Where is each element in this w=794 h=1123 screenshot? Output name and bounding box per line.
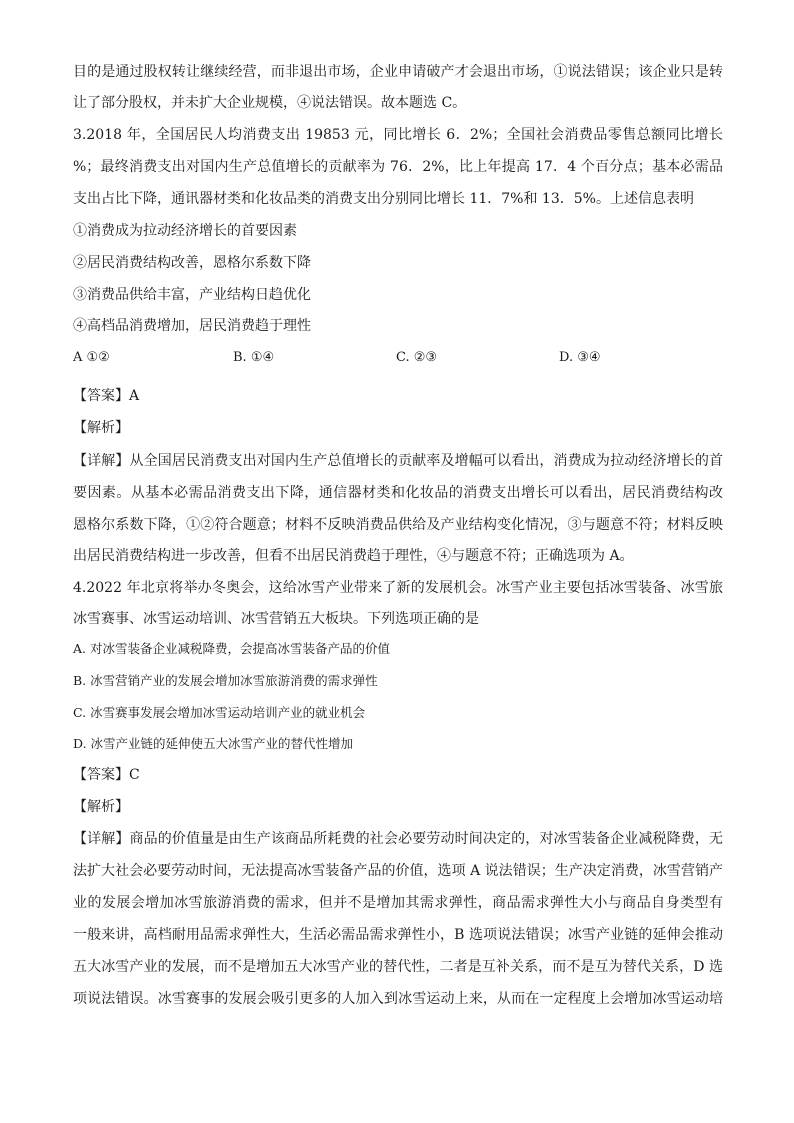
question-3-stem: 支出占比下降，通讯器材类和化妆品类的消费支出分别同比增长 11．7%和 13．5%。上述信息表明 — [73, 191, 694, 207]
explanation-line: 【详解】从全国居民消费支出对国内生产总值增长的贡献率及增幅可以看出，消费成为拉动经济增长的首 — [73, 453, 723, 469]
statement-4: ④高档品消费增加，居民消费趋于理性 — [73, 318, 311, 334]
question-3-stem: %；最终消费支出对国内生产总值增长的贡献率为 76．2%，比上年提高 17．4 个百分点；基本必需品 — [73, 159, 723, 175]
statement-3: ③消费品供给丰富，产业结构日趋优化 — [73, 287, 311, 303]
q4-option-b: B. 冰雪营销产业的发展会增加冰雪旅游消费的需求弹性 — [73, 673, 378, 688]
statement-2: ②居民消费结构改善，恩格尔系数下降 — [73, 255, 311, 271]
explanation-line: 恩格尔系数下降，①②符合题意；材料不反映消费品供给及产业结构变化情况，③与题意不符；材料反映 — [73, 517, 723, 533]
explanation-line: 出居民消费结构进一步改善，但看不出居民消费趋于理性，④与题意不符；正确选项为 A。 — [73, 548, 634, 564]
explanation-line: 法扩大社会必要劳动时间，无法提高冰雪装备产品的价值，选项 A 说法错误；生产决定消费，冰雪营销产 — [73, 863, 723, 879]
analysis-label: 【解析】 — [73, 420, 129, 436]
question-3-stem: 3.2018 年，全国居民人均消费支出 19853 元，同比增长 6．2%；全国社会消费品零售总额同比增长 — [73, 127, 723, 143]
answer-label: 【答案】A — [73, 388, 140, 404]
text-line: 让了部分股权，并未扩大企业规模，④说法错误。故本题选 C。 — [73, 95, 467, 111]
statement-1: ①消费成为拉动经济增长的首要因素 — [73, 223, 297, 239]
explanation-line: 五大冰雪产业的发展，而不是增加五大冰雪产业的替代性，二者是互补关系，而不是互为替代关系，D 选 — [73, 959, 723, 975]
question-4-stem: 4.2022 年北京将举办冬奥会，这给冰雪产业带来了新的发展机会。冰雪产业主要包括冰雪装备、冰雪旅 — [73, 580, 723, 596]
q4-option-d: D. 冰雪产业链的延伸使五大冰雪产业的替代性增加 — [73, 736, 354, 751]
text-line: 目的是通过股权转让继续经营，而非退出市场，企业申请破产才会退出市场，①说法错误；该企业只是转 — [73, 64, 723, 80]
q4-option-c: C. 冰雪赛事发展会增加冰雪运动培训产业的就业机会 — [73, 705, 366, 720]
explanation-line: 【详解】商品的价值量是由生产该商品所耗费的社会必要劳动时间决定的，对冰雪装备企业减税降费，无 — [73, 831, 723, 847]
q3-option-a: A ①② — [73, 350, 110, 365]
analysis-label: 【解析】 — [73, 799, 129, 815]
q3-option-d: D. ③④ — [559, 350, 601, 365]
explanation-line: 要因素。从基本必需品消费支出下降，通信器材类和化妆品的消费支出增长可以看出，居民消费结构改 — [73, 485, 723, 501]
answer-label: 【答案】C — [73, 767, 140, 783]
explanation-line: 业的发展会增加冰雪旅游消费的需求，但并不是增加其需求弹性，商品需求弹性大小与商品自身类型有 — [73, 895, 723, 911]
q4-option-a: A. 对冰雪装备企业减税降费，会提高冰雪装备产品的价值 — [73, 641, 390, 656]
explanation-line: 一般来讲，高档耐用品需求弹性大，生活必需品需求弹性小，B 选项说法错误；冰雪产业链的延伸会推动 — [73, 927, 723, 943]
question-4-stem: 冰雪赛事、冰雪运动培训、冰雪营销五大板块。下列选项正确的是 — [73, 611, 479, 627]
q3-option-c: C. ②③ — [396, 350, 438, 365]
explanation-line: 项说法错误。冰雪赛事的发展会吸引更多的人加入到冰雪运动上来，从而在一定程度上会增加冰雪运动培 — [73, 991, 723, 1007]
q3-option-b: B. ①④ — [233, 350, 275, 365]
